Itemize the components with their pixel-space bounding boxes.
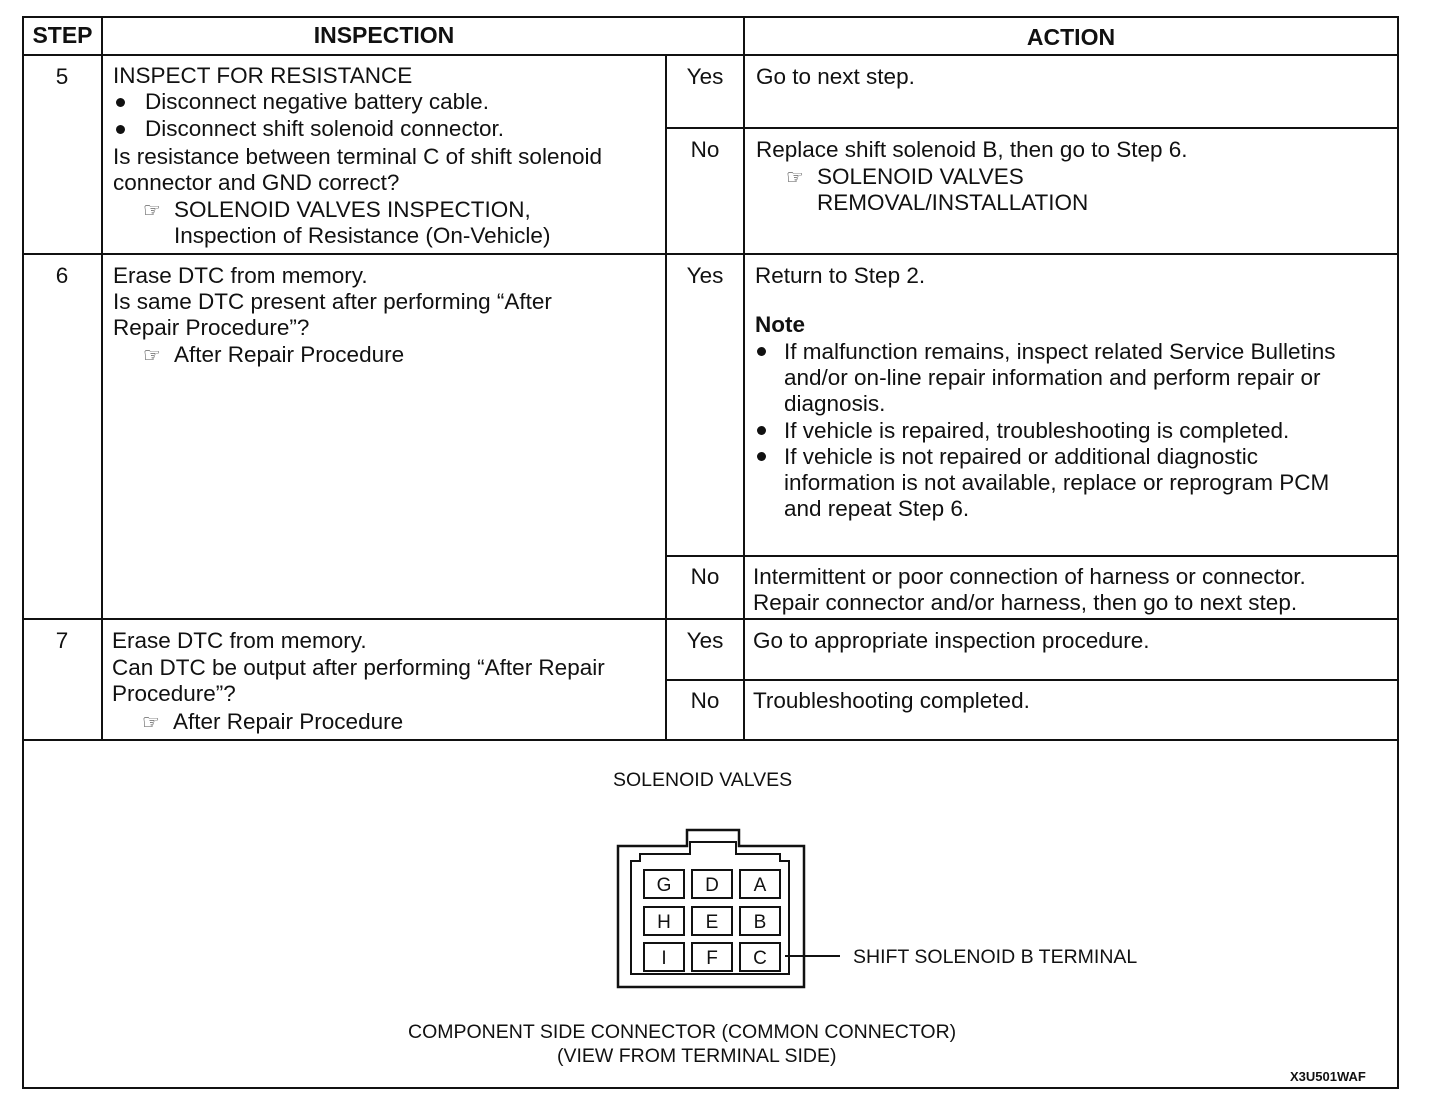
- note-bullet: and repeat Step 6.: [784, 496, 970, 521]
- step5-yes-no-divider: [667, 127, 1399, 129]
- diagram-caption: (VIEW FROM TERMINAL SIDE): [557, 1045, 837, 1067]
- terminal-label: C: [753, 948, 767, 969]
- yes-label: Yes: [686, 628, 724, 653]
- yes-label: Yes: [686, 263, 724, 288]
- row-divider-6-7: [22, 618, 1399, 620]
- terminal-label: B: [753, 912, 767, 933]
- diagram-title: SOLENOID VALVES: [613, 769, 793, 791]
- action-reference-link[interactable]: REMOVAL/INSTALLATION: [817, 190, 1089, 215]
- step-number: 5: [55, 64, 69, 89]
- inspection-text: Is same DTC present after performing “After: [113, 289, 552, 314]
- terminal-label: I: [661, 948, 667, 969]
- terminal-label: A: [753, 875, 767, 896]
- note-bullet: If malfunction remains, inspect related Service Bulletins: [784, 339, 1336, 364]
- step6-yes-no-divider: [667, 555, 1399, 557]
- inspection-text: Repair Procedure”?: [113, 315, 310, 340]
- terminal-label: E: [705, 912, 719, 933]
- inspection-text: Can DTC be output after performing “After Repair: [112, 655, 605, 680]
- hand-pointer-icon: ☞: [142, 712, 160, 734]
- bullet: [116, 98, 125, 107]
- inspection-text: Procedure”?: [112, 681, 236, 706]
- inspection-bullet: Disconnect shift solenoid connector.: [145, 116, 504, 141]
- diagram-caption: COMPONENT SIDE CONNECTOR (COMMON CONNECTOR): [408, 1021, 957, 1043]
- action-text: Repair connector and/or harness, then go to next step.: [753, 590, 1298, 615]
- figure-code: X3U501WAF: [1290, 1069, 1366, 1084]
- bullet: [757, 426, 766, 435]
- header-step: STEP: [32, 22, 93, 48]
- terminal-label: G: [656, 875, 672, 896]
- no-label: No: [690, 137, 720, 162]
- bullet: [757, 347, 766, 356]
- note-bullet: and/or on-line repair information and perform repair or: [784, 365, 1321, 390]
- hand-pointer-icon: ☞: [143, 200, 161, 222]
- note-bullet: If vehicle is not repaired or additional diagnostic: [784, 444, 1259, 469]
- no-label: No: [690, 564, 720, 589]
- action-reference-link[interactable]: SOLENOID VALVES: [817, 164, 1024, 189]
- action-text: Replace shift solenoid B, then go to Step 6.: [756, 137, 1188, 162]
- action-text: Intermittent or poor connection of harness or connector.: [753, 564, 1306, 589]
- inspection-question: connector and GND correct?: [113, 170, 400, 195]
- note-bullet: If vehicle is repaired, troubleshooting is completed.: [784, 418, 1290, 443]
- action-column-divider: [743, 16, 745, 741]
- header-inspection: INSPECTION: [313, 22, 455, 48]
- bullet: [757, 452, 766, 461]
- action-text: Go to appropriate inspection procedure.: [753, 628, 1150, 653]
- row-divider-5-6: [22, 253, 1399, 255]
- step7-yes-no-divider: [667, 679, 1399, 681]
- action-text: Go to next step.: [756, 64, 915, 89]
- header-divider: [22, 54, 1399, 56]
- action-text: Return to Step 2.: [755, 263, 926, 288]
- connector-diagram: [600, 820, 840, 1005]
- hand-pointer-icon: ☞: [786, 167, 804, 189]
- inspection-reference-link[interactable]: After Repair Procedure: [173, 709, 404, 734]
- note-bullet: diagnosis.: [784, 391, 886, 416]
- header-action: ACTION: [1026, 24, 1116, 50]
- bullet: [116, 125, 125, 134]
- inspection-bullet: Disconnect negative battery cable.: [145, 89, 489, 114]
- inspection-text: Erase DTC from memory.: [113, 263, 368, 288]
- terminal-label: H: [657, 912, 671, 933]
- inspection-reference-link[interactable]: After Repair Procedure: [174, 342, 405, 367]
- inspection-title: INSPECT FOR RESISTANCE: [113, 63, 413, 88]
- action-text: Troubleshooting completed.: [753, 688, 1030, 713]
- step-number: 6: [55, 263, 69, 288]
- terminal-label: F: [706, 948, 718, 969]
- note-title: Note: [755, 312, 805, 337]
- hand-pointer-icon: ☞: [143, 345, 161, 367]
- yes-label: Yes: [686, 64, 724, 89]
- terminal-label: D: [705, 875, 719, 896]
- note-bullet: information is not available, replace or reprogram PCM: [784, 470, 1330, 495]
- no-label: No: [690, 688, 720, 713]
- inspection-reference-link[interactable]: Inspection of Resistance (On-Vehicle): [174, 223, 551, 248]
- inspection-reference-link[interactable]: SOLENOID VALVES INSPECTION,: [174, 197, 531, 222]
- inspection-question: Is resistance between terminal C of shift solenoid: [113, 144, 602, 169]
- step-number: 7: [55, 628, 69, 653]
- table-diagram-divider: [22, 739, 1399, 741]
- inspection-text: Erase DTC from memory.: [112, 628, 367, 653]
- terminal-callout: SHIFT SOLENOID B TERMINAL: [853, 946, 1138, 968]
